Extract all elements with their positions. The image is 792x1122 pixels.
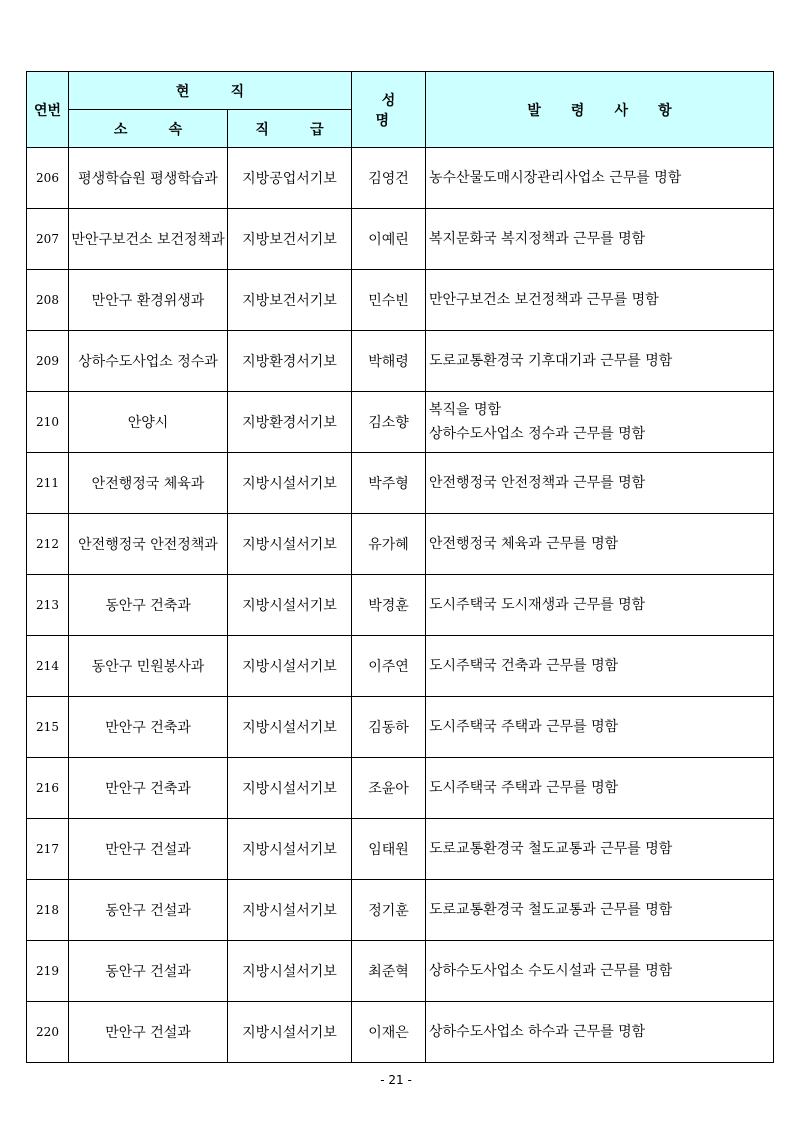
row-number: 220 bbox=[27, 1002, 69, 1063]
row-dept: 동안구 건축과 bbox=[69, 575, 228, 636]
row-order bbox=[426, 941, 774, 1002]
row-order bbox=[426, 514, 774, 575]
row-order bbox=[426, 148, 774, 209]
table-body bbox=[27, 148, 774, 1063]
row-rank: 지방시설서기보 bbox=[228, 941, 352, 1002]
table-row bbox=[27, 1002, 774, 1063]
row-rank: 지방시설서기보 bbox=[228, 575, 352, 636]
row-number: 214 bbox=[27, 636, 69, 697]
row-number: 216 bbox=[27, 758, 69, 819]
table-row bbox=[27, 575, 774, 636]
row-name: 조윤아 bbox=[352, 758, 426, 819]
row-order bbox=[426, 453, 774, 514]
header-current-position: 현 직 bbox=[69, 72, 352, 110]
row-name: 박해령 bbox=[352, 331, 426, 392]
row-name: 이예린 bbox=[352, 209, 426, 270]
table-row bbox=[27, 270, 774, 331]
row-rank: 지방시설서기보 bbox=[228, 697, 352, 758]
row-name: 정기훈 bbox=[352, 880, 426, 941]
row-rank: 지방보건서기보 bbox=[228, 209, 352, 270]
row-number: 217 bbox=[27, 819, 69, 880]
row-dept: 동안구 건설과 bbox=[69, 941, 228, 1002]
row-number: 210 bbox=[27, 392, 69, 453]
row-dept: 만안구보건소 보건정책과 bbox=[69, 209, 228, 270]
row-order bbox=[426, 880, 774, 941]
row-order bbox=[426, 209, 774, 270]
row-name: 박주형 bbox=[352, 453, 426, 514]
header-order: 발 령 사 항 bbox=[426, 72, 774, 148]
header-dept: 소 속 bbox=[69, 110, 228, 148]
order-line: 도시주택국 도시재생과 근무를 명함 bbox=[429, 597, 646, 613]
order-line: 상하수도사업소 하수과 근무를 명함 bbox=[429, 1024, 646, 1040]
table-row bbox=[27, 636, 774, 697]
row-dept: 안양시 bbox=[69, 392, 228, 453]
table-row bbox=[27, 941, 774, 1002]
row-order bbox=[426, 1002, 774, 1063]
row-dept: 만안구 건축과 bbox=[69, 758, 228, 819]
row-number: 212 bbox=[27, 514, 69, 575]
row-rank: 지방시설서기보 bbox=[228, 514, 352, 575]
order-line: 상하수도사업소 정수과 근무를 명함 bbox=[429, 426, 646, 442]
row-dept: 만안구 환경위생과 bbox=[69, 270, 228, 331]
row-number: 207 bbox=[27, 209, 69, 270]
order-line: 복직을 명함 bbox=[429, 402, 502, 418]
row-dept: 만안구 건설과 bbox=[69, 819, 228, 880]
row-number: 213 bbox=[27, 575, 69, 636]
row-order bbox=[426, 392, 774, 453]
row-name: 임태원 bbox=[352, 819, 426, 880]
row-rank: 지방공업서기보 bbox=[228, 148, 352, 209]
order-line: 도시주택국 건축과 근무를 명함 bbox=[429, 658, 619, 674]
row-order bbox=[426, 575, 774, 636]
row-order bbox=[426, 331, 774, 392]
header-name: 성 명 bbox=[352, 72, 426, 148]
row-dept: 안전행정국 안전정책과 bbox=[69, 514, 228, 575]
row-dept: 동안구 민원봉사과 bbox=[69, 636, 228, 697]
row-name: 이재은 bbox=[352, 1002, 426, 1063]
row-order bbox=[426, 270, 774, 331]
row-dept: 안전행정국 체육과 bbox=[69, 453, 228, 514]
row-number: 208 bbox=[27, 270, 69, 331]
row-name: 유가혜 bbox=[352, 514, 426, 575]
order-line: 도로교통환경국 철도교통과 근무를 명함 bbox=[429, 902, 673, 918]
row-order bbox=[426, 636, 774, 697]
row-number: 219 bbox=[27, 941, 69, 1002]
order-line: 도로교통환경국 기후대기과 근무를 명함 bbox=[429, 353, 673, 369]
row-dept: 평생학습원 평생학습과 bbox=[69, 148, 228, 209]
row-rank: 지방환경서기보 bbox=[228, 392, 352, 453]
table-row bbox=[27, 819, 774, 880]
row-name: 김영건 bbox=[352, 148, 426, 209]
row-name: 최준혁 bbox=[352, 941, 426, 1002]
row-number: 211 bbox=[27, 453, 69, 514]
order-line: 복지문화국 복지정책과 근무를 명함 bbox=[429, 231, 646, 247]
table-row bbox=[27, 453, 774, 514]
row-dept: 만안구 건설과 bbox=[69, 1002, 228, 1063]
order-line: 만안구보건소 보건정책과 근무를 명함 bbox=[429, 292, 659, 308]
row-number: 215 bbox=[27, 697, 69, 758]
order-line: 도로교통환경국 철도교통과 근무를 명함 bbox=[429, 841, 673, 857]
table-row bbox=[27, 697, 774, 758]
row-rank: 지방시설서기보 bbox=[228, 636, 352, 697]
row-name: 민수빈 bbox=[352, 270, 426, 331]
table-row bbox=[27, 148, 774, 209]
row-rank: 지방시설서기보 bbox=[228, 758, 352, 819]
row-number: 209 bbox=[27, 331, 69, 392]
row-dept: 만안구 건축과 bbox=[69, 697, 228, 758]
row-dept: 상하수도사업소 정수과 bbox=[69, 331, 228, 392]
order-line: 도시주택국 주택과 근무를 명함 bbox=[429, 719, 619, 735]
row-name: 박경훈 bbox=[352, 575, 426, 636]
table-row bbox=[27, 392, 774, 453]
order-line: 농수산물도매시장관리사업소 근무를 명함 bbox=[429, 170, 682, 186]
row-rank: 지방시설서기보 bbox=[228, 453, 352, 514]
table-row bbox=[27, 880, 774, 941]
header-rank: 직 급 bbox=[228, 110, 352, 148]
header-seq: 연번 bbox=[27, 72, 69, 148]
order-line: 안전행정국 체육과 근무를 명함 bbox=[429, 536, 619, 552]
row-rank: 지방시설서기보 bbox=[228, 880, 352, 941]
row-order bbox=[426, 697, 774, 758]
row-rank: 지방시설서기보 bbox=[228, 819, 352, 880]
table-row bbox=[27, 331, 774, 392]
order-line: 안전행정국 안전정책과 근무를 명함 bbox=[429, 475, 646, 491]
row-rank: 지방보건서기보 bbox=[228, 270, 352, 331]
table-row bbox=[27, 514, 774, 575]
row-number: 206 bbox=[27, 148, 69, 209]
row-name: 이주연 bbox=[352, 636, 426, 697]
row-name: 김소향 bbox=[352, 392, 426, 453]
row-order bbox=[426, 758, 774, 819]
order-line: 도시주택국 주택과 근무를 명함 bbox=[429, 780, 619, 796]
order-line: 상하수도사업소 수도시설과 근무를 명함 bbox=[429, 963, 673, 979]
row-number: 218 bbox=[27, 880, 69, 941]
row-rank: 지방환경서기보 bbox=[228, 331, 352, 392]
row-dept: 동안구 건설과 bbox=[69, 880, 228, 941]
table-row bbox=[27, 209, 774, 270]
row-order bbox=[426, 819, 774, 880]
row-name: 김동하 bbox=[352, 697, 426, 758]
table-header bbox=[27, 72, 774, 148]
row-rank: 지방시설서기보 bbox=[228, 1002, 352, 1063]
page-number: - 21 - bbox=[380, 1073, 412, 1087]
table-row bbox=[27, 758, 774, 819]
personnel-order-table bbox=[26, 71, 774, 1063]
